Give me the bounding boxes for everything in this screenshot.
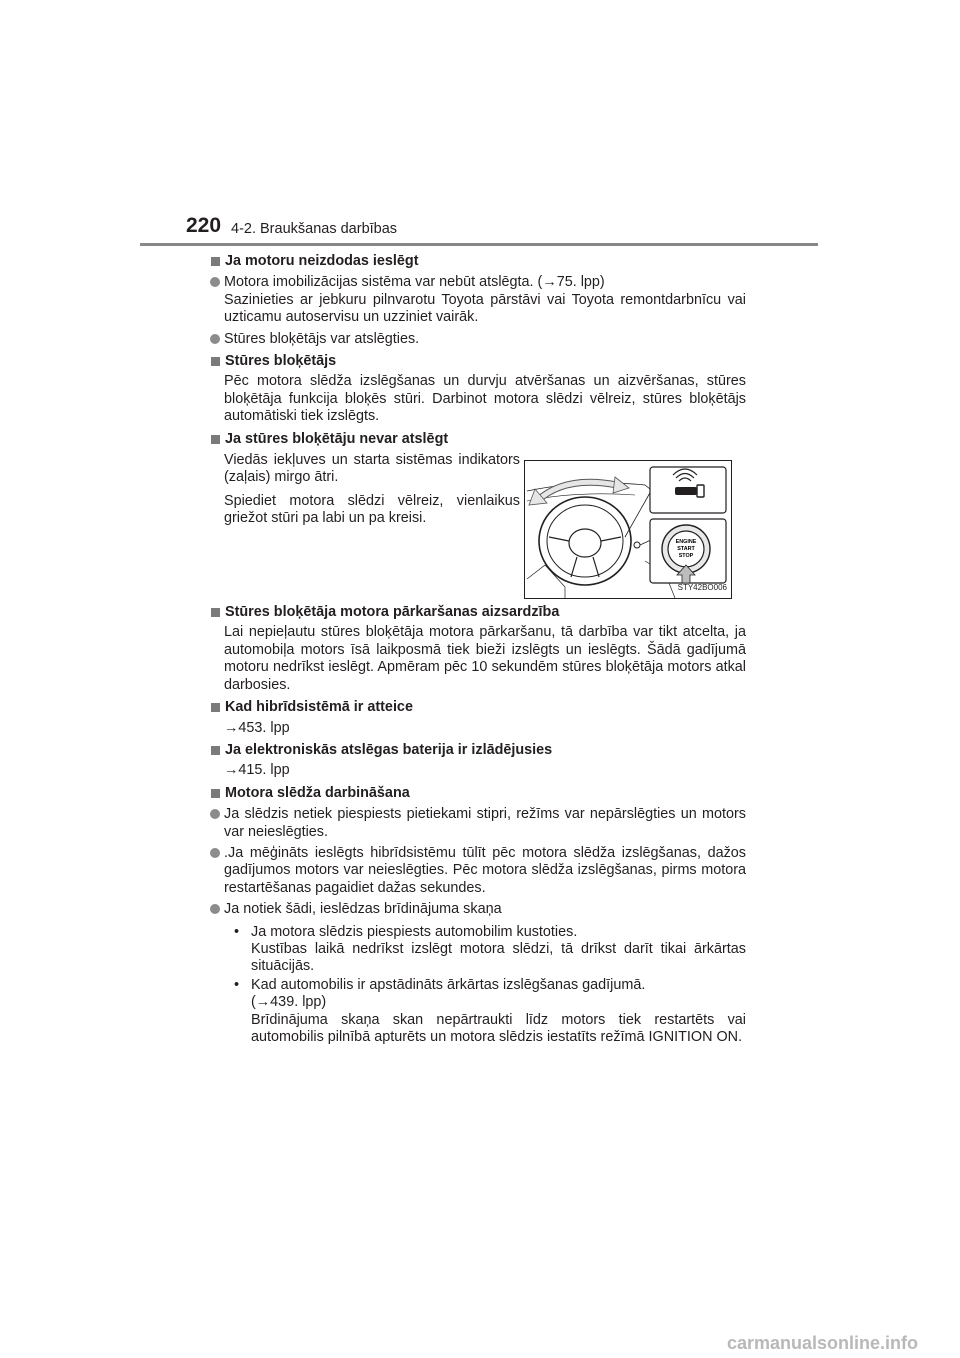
list-item: Motora imobilizācijas sistēma var nebūt atslēgta. (→75. lpp) Sazinieties ar jebkuru pilnvarotu Toyota pārstāvi vai Toyota remontdarbnīcu vai uzticamu autoservisu un uzziniet vairāk. xyxy=(210,274,746,326)
sub-list-item: • Ja motora slēdzis piespiests automobilim kustoties. Kustības laikā nedrīkst izslēgt motora slēdzi, tā drīkst darīt tikai ārkārtas situācijās. xyxy=(234,923,746,975)
heading-overheat-protection: Stūres bloķētāja motora pārkaršanas aizsardzība xyxy=(210,604,746,621)
square-bullet-icon xyxy=(211,703,220,712)
page-reference: →453. lpp xyxy=(224,719,290,736)
square-bullet-icon xyxy=(211,435,220,444)
square-bullet-icon xyxy=(211,789,220,798)
heading-switch-operation: Motora slēdža darbināšana xyxy=(210,785,746,802)
heading-hybrid-malfunction: Kad hibrīdsistēmā ir atteice xyxy=(210,699,746,716)
button-label: STOP xyxy=(678,553,694,560)
heading-steering-lock-release: Ja stūres bloķētāju nevar atslēgt xyxy=(210,431,746,448)
list-item: Ja notiek šādi, ieslēdzas brīdinājuma skaņa xyxy=(210,901,746,918)
button-label: ENGINE xyxy=(675,539,697,546)
paragraph: Spiediet motora slēdzi vēlreiz, vienlaikus griežot stūri pa labi un pa kreisi. xyxy=(224,492,520,527)
heading-steering-lock: Stūres bloķētājs xyxy=(210,353,746,370)
section-title: 4-2. Braukšanas darbības xyxy=(231,221,398,237)
circle-bullet-icon xyxy=(210,277,220,287)
page-number: 220 xyxy=(186,214,222,237)
watermark: carmanualsonline.info xyxy=(726,1333,918,1353)
circle-bullet-icon xyxy=(210,334,220,344)
circle-bullet-icon xyxy=(210,809,220,819)
dot-marker-icon: • xyxy=(234,976,240,993)
figure-code: STY42BO006 xyxy=(677,582,727,592)
list-item: Stūres bloķētājs var atslēgties. xyxy=(210,331,746,348)
button-label: START xyxy=(677,546,695,553)
square-bullet-icon xyxy=(211,746,220,755)
paragraph: Pēc motora slēdža izslēgšanas un durvju atvēršanas un aizvēršanas, stūres bloķētāja funkcija bloķēs stūri. Darbinot motora slēdzi vēlreiz, stūres bloķētājs automātiski tiek izslēgts. xyxy=(224,373,746,425)
square-bullet-icon xyxy=(211,608,220,617)
square-bullet-icon xyxy=(211,257,220,266)
page-content xyxy=(210,253,746,1046)
page-reference: →415. lpp xyxy=(224,762,290,779)
heading-key-battery: Ja elektroniskās atslēgas baterija ir izlādējusies xyxy=(210,742,746,759)
list-item: Ja slēdzis netiek piespiests pietiekami stipri, režīms var nepārslēgties un motors var neieslēgties. xyxy=(210,806,746,841)
sub-list-item: • Kad automobilis ir apstādināts ārkārtas izslēgšanas gadījumā. (→439. lpp) Brīdinājuma skaņa skan nepārtraukti līdz motors tiek restartēts vai automobilis pilnībā apturēts un motora slēdzis iestatīts režīmā IGNITION ON. xyxy=(234,976,746,1045)
square-bullet-icon xyxy=(211,357,220,366)
paragraph: Lai nepieļautu stūres bloķētāja motora pārkaršanu, tā darbība var tikt atcelta, ja automobiļa motors īsā laikposmā tiek bieži izslēgts un ieslēgts. Šādā gadījumā motoru nedrīkst ieslēgt. Apmēram pēc 10 sekundēm stūres bloķētāja motors atkal darbosies. xyxy=(224,624,746,693)
header-divider xyxy=(140,243,818,246)
dot-marker-icon: • xyxy=(234,923,240,940)
paragraph: Viedās iekļuves un starta sistēmas indikators (zaļais) mirgo ātri. xyxy=(224,452,520,486)
steering-wheel-figure xyxy=(524,460,732,599)
text-with-figure xyxy=(210,452,746,599)
list-item: .Ja mēģināts ieslēgts hibrīdsistēmu tūlīt pēc motora slēdža izslēgšanas, dažos gadījumos motors var neieslēgties. Pēc motora slēdža izslēgšanas, pirms motora restartēšanas pagaidiet dažas sekundes. xyxy=(210,845,746,897)
circle-bullet-icon xyxy=(210,904,220,914)
steering-wheel-illustration xyxy=(525,461,731,598)
circle-bullet-icon xyxy=(210,848,220,858)
heading-engine-not-starting: Ja motoru neizdodas ieslēgt xyxy=(210,253,746,270)
